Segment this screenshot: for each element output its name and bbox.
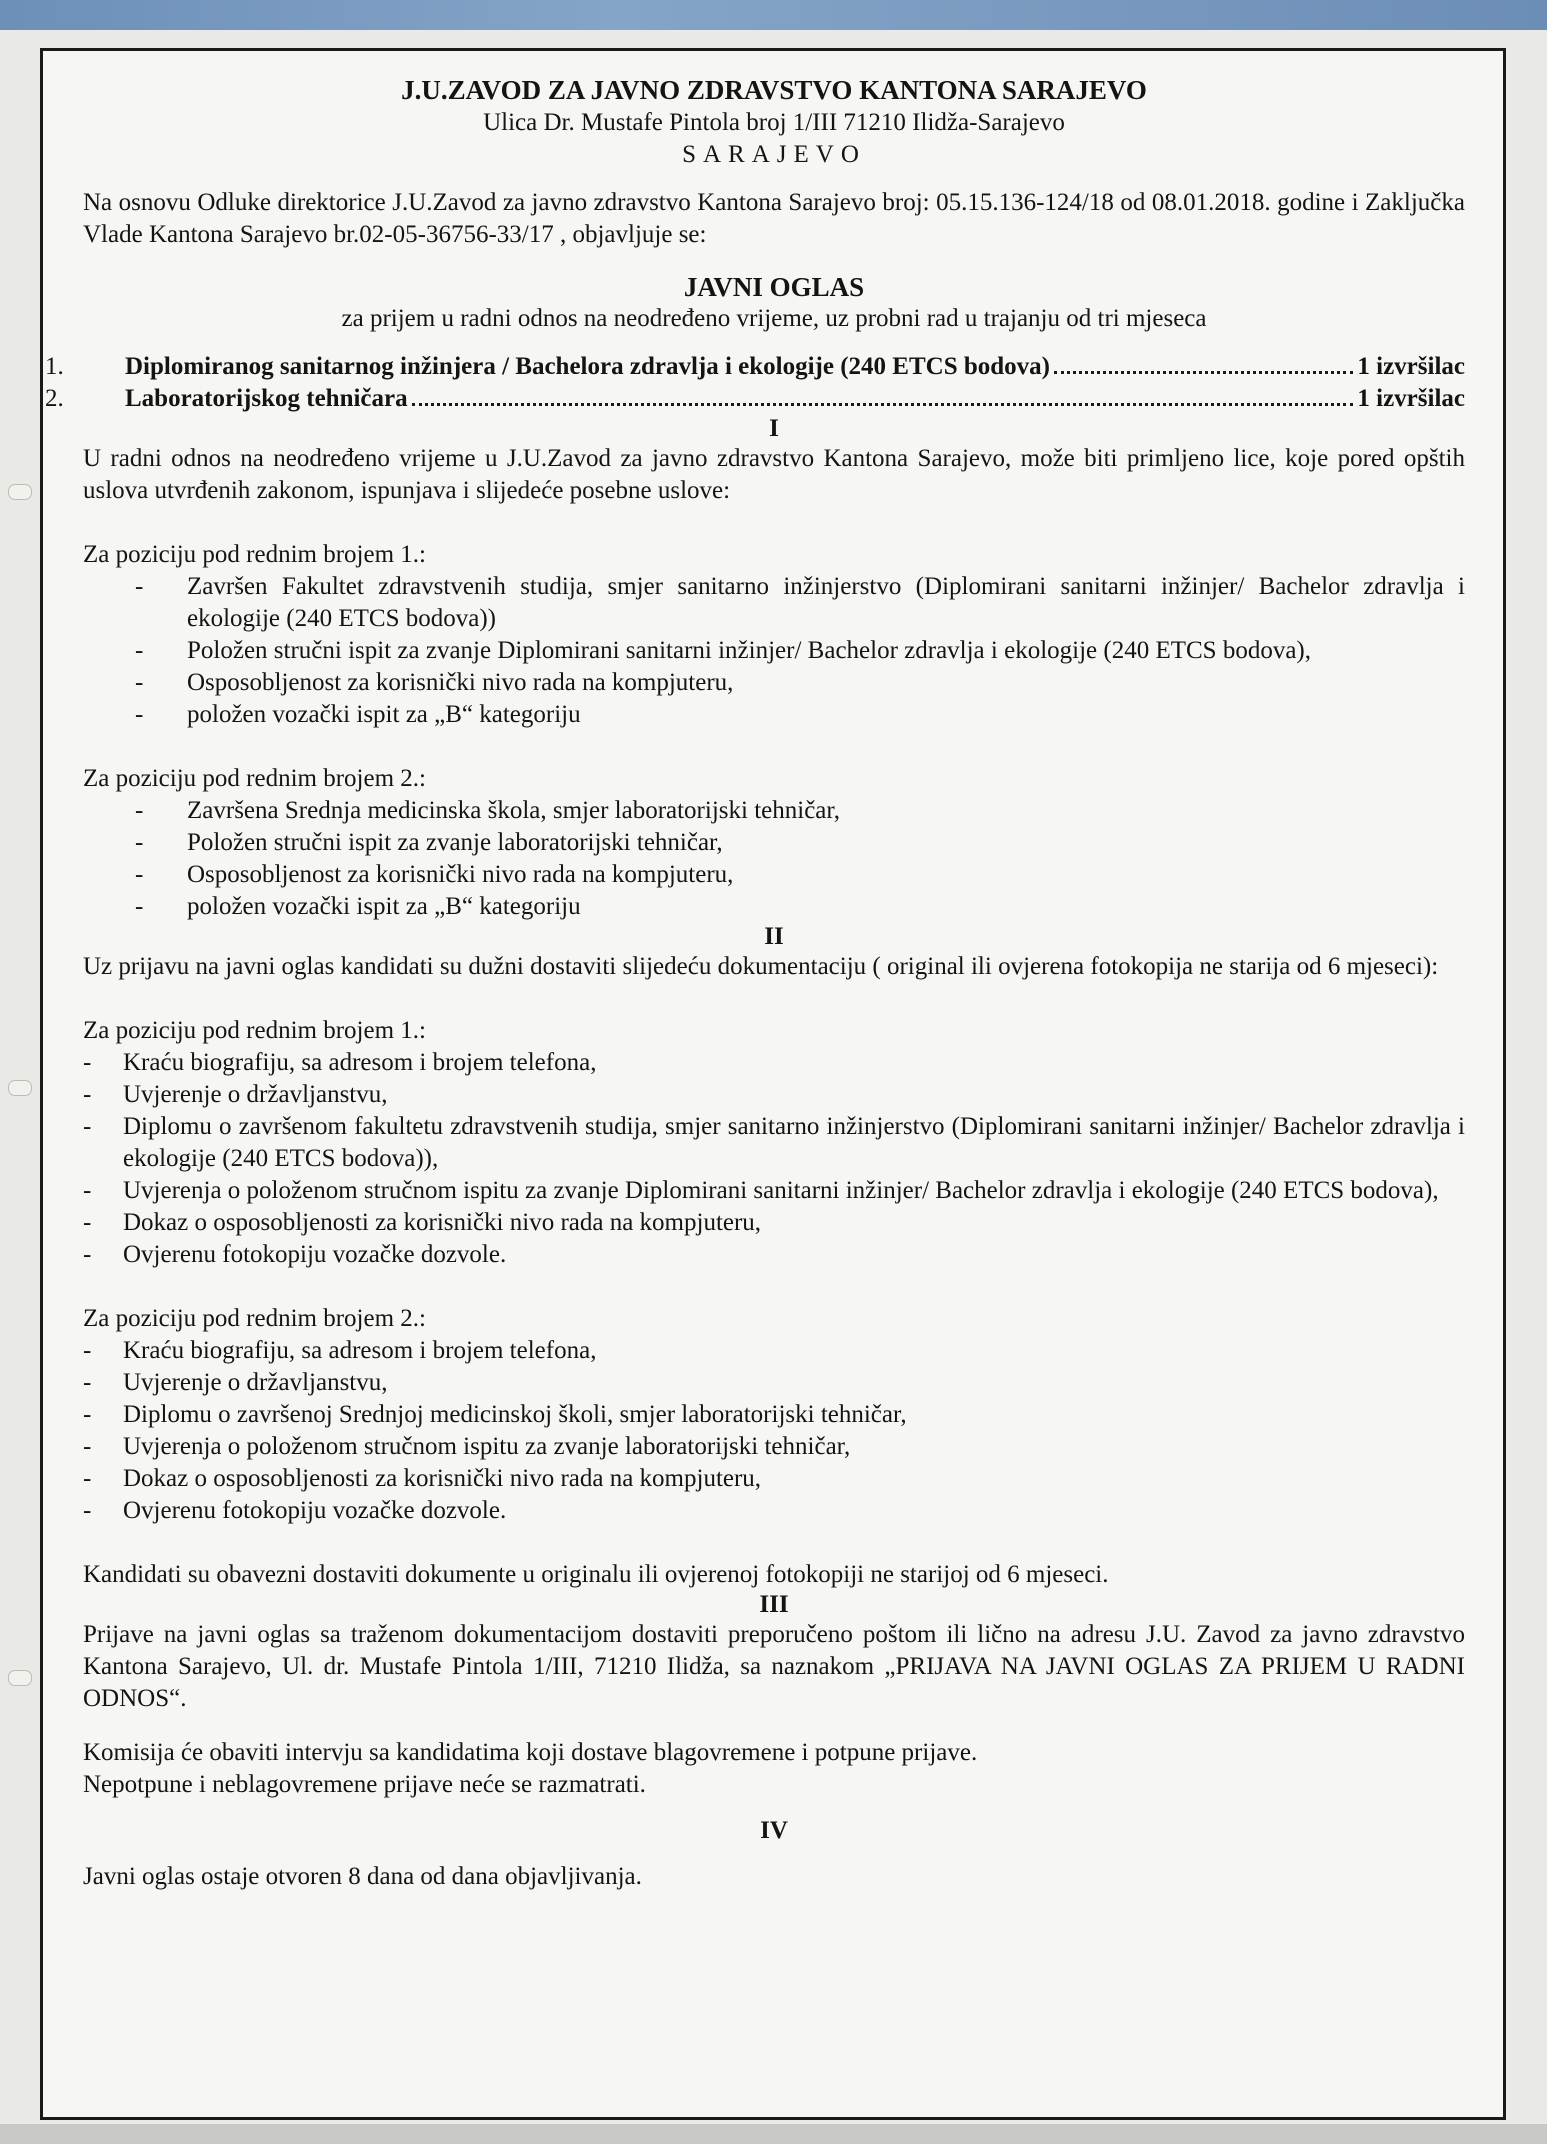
position-number: 1. bbox=[45, 353, 64, 380]
position-row bbox=[45, 383, 1465, 415]
newspaper-top-strip bbox=[0, 0, 1547, 30]
rejection-note: Nepotpune i neblagovremene prijave neće se razmatrati. bbox=[83, 1771, 646, 1798]
newspaper-bottom-strip bbox=[0, 2124, 1547, 2144]
list-item: - Dokaz o osposobljenosti za korisnički nivo rada na kompjuteru, bbox=[83, 1209, 762, 1236]
list-item: - Završen Fakultet zdravstvenih studija, smjer sanitarno inžinjerstvo (Diplomirani sanitarni inžinjer/ Bachelor zdravlja i ekologije (240 ETCS bodova)) bbox=[135, 573, 1465, 632]
organization-address: Ulica Dr. Mustafe Pintola broj 1/III 71210 Ilidža-Sarajevo bbox=[483, 109, 1065, 136]
section-number: I bbox=[769, 415, 779, 442]
organization-city: SARAJEVO bbox=[682, 141, 866, 168]
section-paragraph: U radni odnos na neodređeno vrijeme u J.U.Zavod za javno zdravstvo Kantona Sarajevo, može biti primljeno lice, koje pored opštih uslova utvrđenih zakonom, ispunjava i slijedeće posebne uslove: bbox=[83, 445, 1465, 504]
subsection-heading: Za poziciju pod rednim brojem 1.: bbox=[83, 1017, 426, 1044]
list-item: - Završena Srednja medicinska škola, smjer laboratorijski tehničar, bbox=[135, 797, 840, 824]
subsection-heading: Za poziciju pod rednim brojem 2.: bbox=[83, 1305, 426, 1332]
closing-paragraph: Kandidati su obavezni dostaviti dokumente u originalu ili ovjerenoj fotokopiji ne starijoj od 6 mjeseci. bbox=[83, 1561, 1109, 1588]
documents-list bbox=[83, 1335, 1465, 1527]
list-item: - Diplomu o završenoj Srednjoj medicinskoj školi, smjer laboratorijski tehničar, bbox=[83, 1401, 907, 1428]
positions-list bbox=[45, 351, 1465, 415]
list-item: - Diplomu o završenom fakultetu zdravstvenih studija, smjer sanitarno inžinjerstvo (Diplomirani sanitarni inžinjer/ Bachelor zdravlja i ekologije (240 ETCS bodova)), bbox=[83, 1113, 1465, 1172]
position-name: Diplomiranog sanitarnog inžinjera / Bachelora zdravlja i ekologije (240 ETCS bodova) bbox=[125, 353, 1050, 380]
documents-list bbox=[83, 1047, 1465, 1271]
list-item: - Dokaz o osposobljenosti za korisnički nivo rada na kompjuteru, bbox=[83, 1465, 762, 1492]
list-item: - Položen stručni ispit za zvanje Diplomirani sanitarni inžinjer/ Bachelor zdravlja i ekologije (240 ETCS bodova), bbox=[135, 637, 1311, 664]
binder-hole bbox=[8, 1080, 32, 1096]
section-number: IV bbox=[760, 1817, 788, 1844]
list-item: - Ovjerenu fotokopiju vozačke dozvole. bbox=[83, 1497, 507, 1524]
position-name: Laboratorijskog tehničara bbox=[125, 385, 408, 412]
section-number: II bbox=[764, 923, 784, 950]
list-item: - Kraću biografiju, sa adresom i brojem telefona, bbox=[83, 1337, 597, 1364]
list-item: - Uvjerenje o državljanstvu, bbox=[83, 1081, 388, 1108]
notice-title: JAVNI OGLAS bbox=[683, 272, 865, 302]
subsection-heading: Za poziciju pod rednim brojem 2.: bbox=[83, 765, 426, 792]
subsection-heading: Za poziciju pod rednim brojem 1.: bbox=[83, 541, 426, 568]
job-advertisement bbox=[40, 48, 1506, 2120]
list-item: - Ovjerenu fotokopiju vozačke dozvole. bbox=[83, 1241, 507, 1268]
position-row bbox=[45, 351, 1465, 383]
section-number: III bbox=[759, 1591, 789, 1618]
organization-name: J.U.ZAVOD ZA JAVNO ZDRAVSTVO KANTONA SARAJEVO bbox=[401, 75, 1147, 105]
position-count: 1 izvršilac bbox=[1357, 385, 1465, 412]
dot-leader bbox=[412, 383, 1354, 406]
list-item: - Položen stručni ispit za zvanje laboratorijski tehničar, bbox=[135, 829, 723, 856]
binder-hole bbox=[8, 1670, 32, 1686]
list-item: - Osposobljenost za korisnički nivo rada na kompjuteru, bbox=[135, 669, 734, 696]
list-item: - Uvjerenja o položenom stručnom ispitu za zvanje laboratorijski tehničar, bbox=[83, 1433, 851, 1460]
dot-leader bbox=[1054, 351, 1353, 374]
list-item: - Uvjerenja o položenom stručnom ispitu za zvanje Diplomirani sanitarni inžinjer/ Bachelor zdravlja i ekologije (240 ETCS bodova), bbox=[83, 1177, 1439, 1204]
interview-note: Komisija će obaviti intervju sa kandidatima koji dostave blagovremene i potpune prijave. bbox=[83, 1739, 978, 1766]
section-paragraph: Javni oglas ostaje otvoren 8 dana od dana objavljivanja. bbox=[83, 1863, 642, 1890]
requirements-list bbox=[83, 571, 1465, 731]
section-paragraph: Prijave na javni oglas sa traženom dokumentacijom dostaviti preporučeno poštom ili lično na adresu J.U. Zavod za javno zdravstvo Kantona Sarajevo, Ul. dr. Mustafe Pintola 1/III, 71210 Ilidža, sa naznakom „PRIJAVA NA JAVNI OGLAS ZA PRIJEM U RADNI ODNOS“. bbox=[83, 1621, 1465, 1712]
notice-subtitle: za prijem u radni odnos na neodređeno vrijeme, uz probni rad u trajanju od tri mjeseca bbox=[341, 305, 1207, 332]
list-item: - Kraću biografiju, sa adresom i brojem telefona, bbox=[83, 1049, 597, 1076]
binder-hole bbox=[8, 484, 32, 500]
list-item: - Osposobljenost za korisnički nivo rada na kompjuteru, bbox=[135, 861, 734, 888]
position-count: 1 izvršilac bbox=[1357, 353, 1465, 380]
list-item: - položen vozački ispit za „B“ kategoriju bbox=[135, 701, 581, 728]
list-item: - položen vozački ispit za „B“ kategoriju bbox=[135, 893, 581, 920]
position-number: 2. bbox=[45, 385, 64, 412]
section-paragraph: Uz prijavu na javni oglas kandidati su dužni dostaviti slijedeću dokumentaciju ( original ili ovjerena fotokopija ne starija od 6 mjeseci): bbox=[83, 953, 1439, 980]
intro-paragraph: Na osnovu Odluke direktorice J.U.Zavod za javno zdravstvo Kantona Sarajevo broj: 05.15.136-124/18 od 08.01.2018. godine i Zaključka Vlade Kantona Sarajevo br.02-05-36756-33/17 , objavljuje se: bbox=[83, 189, 1465, 248]
requirements-list bbox=[83, 795, 1465, 923]
list-item: - Uvjerenje o državljanstvu, bbox=[83, 1369, 388, 1396]
